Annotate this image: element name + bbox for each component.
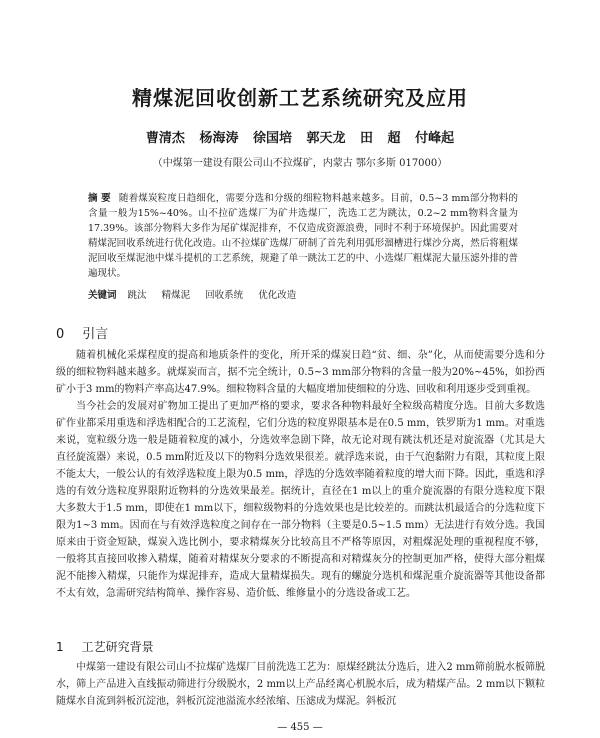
abstract-text: 随着煤炭粒度日趋细化，需要分选和分级的细粒物料越来越多。目前，0.5~3 mm部分物料的含量一般为15%~40%。山不拉矿选煤厂为矿井选煤厂，洗选工艺为跳汰，0.2~2 mm物料含量为17.39%。该部分物料大多作为尾矿煤泥排弃，不仅造成资源浪费，同时不利于环境保护。因此需要对精煤泥回收系统进行优化改造。山不拉煤矿选煤厂研制了首先利用弧形溜槽进行煤沙分离，然后将粗煤泥回收至煤泥池中煤斗提机的工艺系统，规避了单一跳汰工艺的中、小选煤厂粗煤泥大量压滤外排的普遍现状。 [88, 193, 518, 279]
paragraph: 当今社会的发展对矿物加工提出了更加严格的要求，要求各种物料最好全粒级高精度分选。目前大多数选矿作业都采用重选和浮选相配合的工艺流程，它们分选的粒度界限基本是在0.5 mm，铁罗斯为1 mm。对重选来说，宽粒级分选一般是随着粒度的减小，分选效率急剧下降，故无论对现有跳汰机还是对旋流器（尤其是大直径旋流器）来说，0.5 mm附近及以下的物料分选效果很差。就浮选来说，由于气泡黏附力有限，其粒度上限不能太大，一般公认的有效浮选粒度上限为0.5 mm，浮选的分选效率随着粒度的增大而下降。因此，重选和浮选的有效分选粒度界限附近物料的分选效果最差。据统计，直径在1 m以上的重介旋流器的有限分选粒度下限大多数大于1.5 mm，即使在1 mm以下，细粒级物料的分选效果也是比较差的。而跳汰机最适合的分选粒度下限为1~3 mm。因而在与有效浮选粒度之间存在一部分物料（主要是0.5~1.5 mm）无法进行有效分选。我国原来由于资金短缺，煤炭入选比例小，要求精煤灰分比较高且不严格等原因，对粗煤泥处理的重视程度不够，一般将其直接回收掺入精煤，随着对精煤灰分要求的不断提高和对精煤灰分的控制更加严格，使得大部分粗煤泥不能掺入精煤，只能作为煤泥排弃，造成大量精煤损失。现有的螺旋分选机和煤泥重介旋流器等其他设备都不太有效，急需研究结构简单、操作容易、造价低、维修量小的分选设备或工艺。 [56, 401, 545, 599]
author-list: 曹清杰 杨海涛 徐国培 郭天龙 田 超 付峰起 [145, 131, 455, 146]
section-body-intro [56, 347, 545, 602]
keyword: 跳汰 [127, 290, 147, 301]
keywords [88, 288, 518, 303]
section-heading-background [56, 638, 154, 655]
paragraph: 随着机械化采煤程度的提高和地质条件的变化，所开采的煤炭日趋“贫、细、杂”化，从而使需要分选和分级的细粒物料越来越多。就煤炭而言，据不完全统计，0.5~3 mm部分物料的含量一般为20%~45%，如扮西矿小于3 mm的物料产率高达47.9%。细粒物料含量的大幅度增加使细粒的分选、回收和利用逐步受到重视。 [56, 350, 545, 395]
section-heading-intro [56, 323, 108, 342]
paper-title: 精煤泥回收创新工艺系统研究及应用 [132, 86, 468, 110]
keywords-label: 关键词 [88, 290, 117, 301]
section-body-background [56, 659, 545, 710]
page-number: — 455 — [277, 722, 323, 733]
paragraph: 中煤第一建设有限公司山不拉煤矿选煤厂目前洗选工艺为：原煤经跳汰分选后，进入2 mm筛前脱水板筛脱水，筛上产品进入直线振动筛进行分级脱水，2 mm以上产品经离心机脱水后，成为精煤产品。2 mm以下颗粒随煤水自流到斜板沉淀池，斜板沉淀池溢流水经浓缩、压滤成为煤泥。斜板沉 [56, 662, 545, 707]
section-title: 工艺研究背景 [81, 640, 154, 654]
abstract-label: 摘 要 [88, 193, 111, 204]
keyword: 精煤泥 [161, 290, 191, 301]
abstract [88, 191, 518, 281]
keyword: 优化改造 [258, 290, 297, 301]
section-number: 0 [56, 327, 65, 342]
section-title: 引言 [82, 327, 109, 342]
affiliation: （中煤第一建设有限公司山不拉煤矿，内蒙古 鄂尔多斯 017000） [152, 158, 448, 169]
keyword: 回收系统 [205, 290, 244, 301]
section-number: 1 [56, 640, 64, 654]
